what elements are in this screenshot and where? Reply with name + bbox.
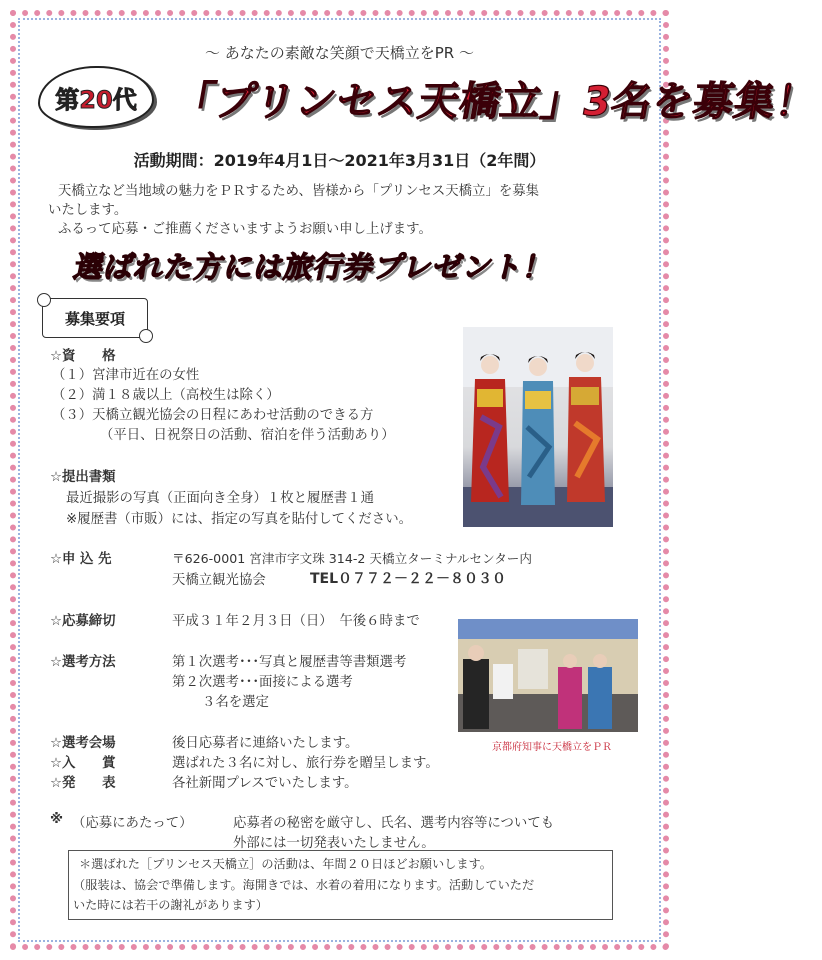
notes-line-3: いた時には若干の謝礼があります） bbox=[73, 898, 268, 912]
photo-caption: 京都府知事に天橋立をＰＲ bbox=[492, 742, 612, 753]
selection-line-2: 第２次選考･･･面接による選考 bbox=[172, 675, 353, 690]
privacy-line-1: 応募者の秘密を厳守し、氏名、選考内容等についても bbox=[233, 816, 555, 831]
intro-line-3: ふるって応募・ご推薦くださいますようお願い申し上げます。 bbox=[58, 222, 432, 237]
headline: 「プリンセス天橋立」3名を募集！ bbox=[170, 79, 821, 125]
documents-line-1: 最近撮影の写真（正面向き全身）１枚と履歴書１通 bbox=[66, 491, 374, 506]
deadline-value: 平成３１年２月３日（日） 午後６時まで bbox=[172, 614, 420, 629]
selection-heading: ☆選考方法 bbox=[50, 655, 116, 670]
apply-heading: ☆申 込 先 bbox=[50, 552, 112, 567]
apply-address: 〒626-0001 宮津市字文珠 314-2 天橋立ターミナルセンター内 bbox=[172, 551, 532, 566]
qualification-item-3: （３）天橋立観光協会の日程にあわせ活動のできる方 bbox=[52, 408, 374, 423]
prize-heading: ☆入 賞 bbox=[50, 756, 116, 771]
activity-period: 活動期間：2019年4月1日～2021年3月31日（2年間） bbox=[133, 151, 546, 170]
privacy-line-2: 外部には一切発表いたしません。 bbox=[233, 836, 435, 851]
section-title: 募集要項 bbox=[64, 310, 125, 328]
princesses-photo bbox=[463, 327, 613, 527]
edition-badge-text: 第20代 bbox=[55, 86, 137, 114]
edition-badge bbox=[38, 66, 154, 128]
selection-line-3: ３名を選定 bbox=[202, 695, 269, 710]
apply-org: 天橋立観光協会 bbox=[172, 573, 266, 588]
notes-line-2: （服装は、協会で準備します。海開きでは、水着の着用になります。活動していただ bbox=[73, 878, 535, 892]
tagline: ～ あなたの素敵な笑顔で天橋立をPR ～ bbox=[204, 44, 474, 62]
qualification-note: （平日、日祝祭日の活動、宿泊を伴う活動あり） bbox=[100, 428, 395, 443]
venue-value: 後日応募者に連絡いたします。 bbox=[172, 736, 359, 751]
intro-line-1: 天橋立など当地域の魅力をＰＲするため、皆様から「プリンセス天橋立」を募集 bbox=[58, 184, 539, 199]
announce-heading: ☆発 表 bbox=[50, 776, 116, 791]
gift-banner: 選ばれた方には旅行券プレゼント！ bbox=[71, 250, 558, 284]
section-title-scroll bbox=[42, 298, 148, 338]
documents-heading: ☆提出書類 bbox=[50, 470, 116, 485]
apply-tel: TEL０７７２－２２－８０３０ bbox=[310, 571, 507, 587]
qualification-heading: ☆資 格 bbox=[50, 349, 116, 364]
prize-value: 選ばれた３名に対し、旅行券を贈呈します。 bbox=[172, 756, 439, 771]
notes-line-1: ＊選ばれた［プリンセス天橋立］の活動は、年間２０日ほどお願いします。 bbox=[79, 857, 492, 871]
qualification-item-1: （１）宮津市近在の女性 bbox=[52, 368, 200, 383]
selection-line-1: 第１次選考･･･写真と履歴書等書類選考 bbox=[172, 655, 407, 670]
governor-pr-photo bbox=[458, 619, 638, 732]
deadline-heading: ☆応募締切 bbox=[50, 614, 116, 629]
venue-heading: ☆選考会場 bbox=[50, 736, 116, 751]
qualification-item-2: （２）満１８歳以上（高校生は除く） bbox=[52, 388, 280, 403]
privacy-label: （応募にあたって） bbox=[72, 816, 193, 831]
privacy-mark: ※ bbox=[50, 812, 64, 827]
documents-line-2: ※履歴書（市販）には、指定の写真を貼付してください。 bbox=[66, 512, 412, 527]
notes-box bbox=[68, 850, 613, 920]
announce-value: 各社新聞プレスでいたします。 bbox=[172, 776, 358, 791]
intro-line-2: いたします。 bbox=[48, 203, 128, 218]
